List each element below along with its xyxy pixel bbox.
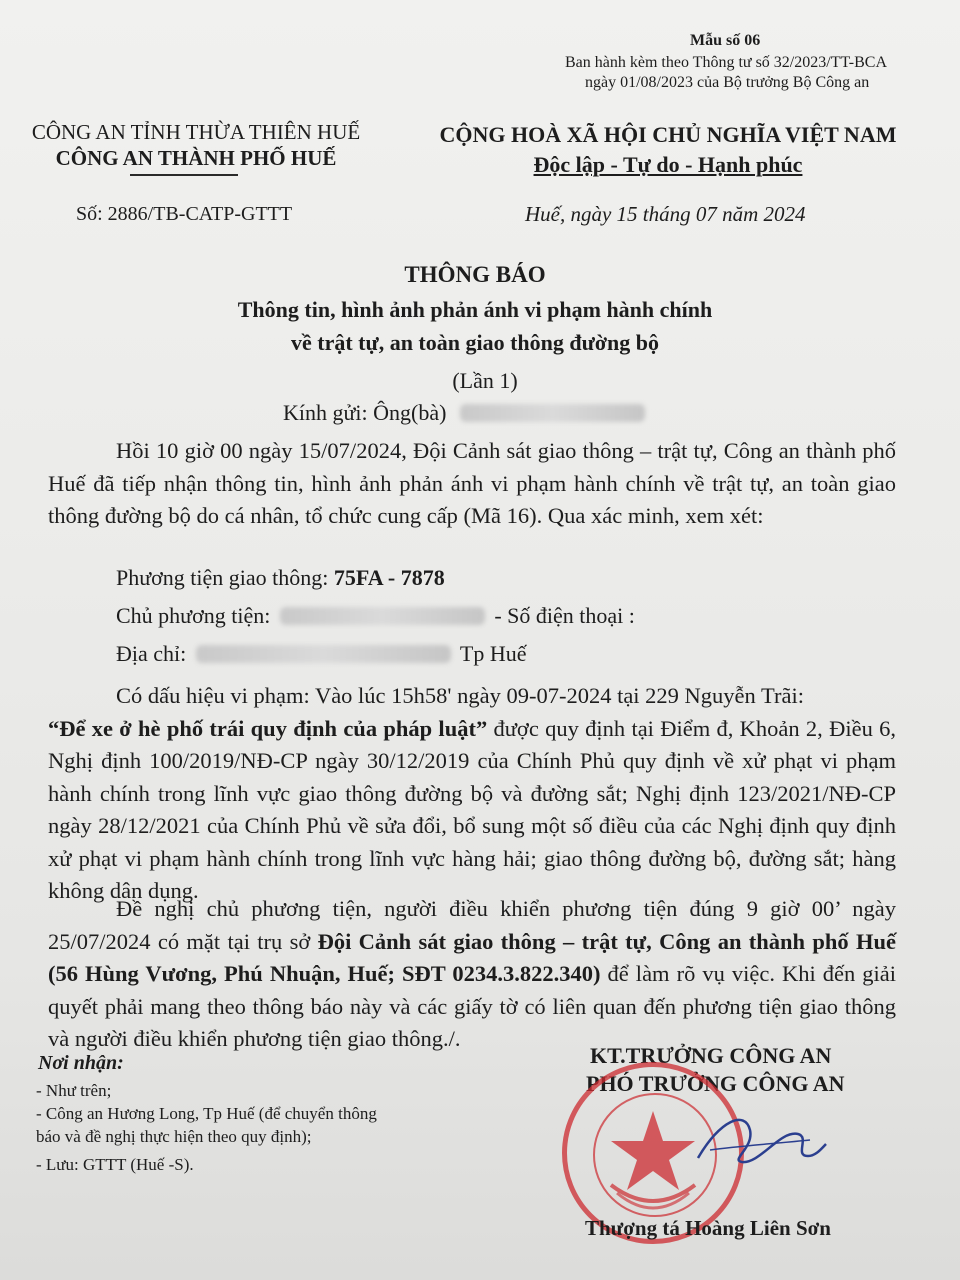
vehicle-label: Phương tiện giao thông: [116, 565, 329, 590]
handwritten-signature [690, 1100, 830, 1180]
recipient-item: - Như trên; [36, 1081, 112, 1100]
sign-role-1: KT.TRƯỞNG CÔNG AN [590, 1043, 832, 1068]
notice-count: (Lần 1) [452, 368, 518, 393]
paragraph-intake: Hồi 10 giờ 00 ngày 15/07/2024, Đội Cảnh sát giao thông – trật tự, Công an thành phố Huế đã tiếp nhận thông tin, hình ảnh phản ánh vi phạm hành chính về trật tự, an toàn giao thông đường bộ do cá nhân, tổ chức cung cấp (Mã 16). Qua xác minh, xem xét: [48, 438, 896, 528]
form-reference-line-1: Ban hành kèm theo Thông tư số 32/2023/TT-BCA [565, 54, 887, 71]
request-text-2: để làm rõ vụ việc. Khi đến giải quyết phải mang theo thông báo này và các giấy tờ có liên quan đến phương tiện giao thông và người điều khiển phương tiện giao thông./. [48, 961, 896, 1051]
address-redacted [196, 645, 451, 663]
sign-role-2: PHÓ TRƯỞNG CÔNG AN [586, 1071, 845, 1096]
recipient-name-redacted [460, 404, 645, 422]
phone-label: - Số điện thoại : [494, 603, 635, 628]
address-city: Tp Huế [459, 641, 527, 666]
owner-line [116, 603, 635, 629]
motto: Độc lập - Tự do - Hạnh phúc [533, 152, 803, 177]
address-label: Địa chỉ: [116, 641, 187, 666]
agency-parent: CÔNG AN TỈNH THỪA THIÊN HUẾ [31, 120, 361, 144]
violation-detail [48, 713, 896, 908]
paragraph-violation [48, 680, 896, 908]
form-number: Mẫu số 06 [690, 32, 761, 49]
request-office: Đội Cảnh sát giao thông – trật tự, Công an thành phố Huế (56 Hùng Vương, Phú Nhuận, Huế; SĐT 0234.3.822.340) [48, 928, 896, 986]
agency-name: CÔNG AN THÀNH PHỐ HUẾ [55, 146, 337, 170]
vehicle-line [116, 565, 445, 591]
owner-label: Chủ phương tiện: [116, 603, 271, 628]
document-subtitle-2: về trật tự, an toàn giao thông đường bộ [290, 330, 659, 355]
document-subtitle-1: Thông tin, hình ảnh phản ánh vi phạm hành chính [237, 297, 713, 322]
license-plate: 75FA - 7878 [333, 565, 445, 590]
recipient-line [283, 400, 645, 426]
owner-name-redacted [280, 607, 485, 625]
nation-name: CỘNG HOÀ XÃ HỘI CHỦ NGHĨA VIỆT NAM [439, 122, 897, 147]
recipient-item: - Lưu: GTTT (Huế -S). [36, 1155, 194, 1174]
recipient-item: báo và đề nghị thực hiện theo quy định); [36, 1127, 312, 1146]
place-date: Huế, ngày 15 tháng 07 năm 2024 [525, 202, 806, 226]
address-line [116, 641, 526, 667]
violation-type: “Để xe ở hè phố trái quy định của pháp luật” [48, 715, 488, 741]
document-title: THÔNG BÁO [404, 262, 546, 287]
form-reference-line-2: ngày 01/08/2023 của Bộ trưởng Bộ Công an [585, 74, 870, 91]
request-text-1: Đề nghị chủ phương tiện, người điều khiển phương tiện đúng 9 giờ 00’ ngày 25/07/2024 có mặt tại trụ sở [48, 896, 896, 954]
signer-name: Thượng tá Hoàng Liên Sơn [585, 1216, 831, 1240]
recipient-item: - Công an Hương Long, Tp Huế (để chuyển thông [36, 1104, 377, 1123]
document-number: Số: 2886/TB-CATP-GTTT [76, 203, 293, 225]
recipients-title: Nơi nhận: [38, 1052, 124, 1074]
paragraph-request [48, 893, 896, 1056]
recipient-label: Kính gửi: Ông(bà) [283, 400, 447, 425]
agency-underline [130, 174, 238, 176]
violation-legal-basis: được quy định tại Điểm đ, Khoản 2, Điều 6, Nghị định 100/2019/NĐ-CP ngày 30/12/2019 của Chính Phủ quy định về xử phạt vi phạm hành chính trong lĩnh vực giao thông đường bộ và đường sắt; Nghị định 123/2021/NĐ-CP ngày 28/12/2021 của Chính Phủ về sửa đổi, bổ sung một số điều của các Nghị định quy định xử phạt vi phạm hành chính trong lĩnh vực hàng hải; giao thông đường bộ, đường sắt; hàng không dân dụng. [48, 715, 896, 903]
violation-intro: Có dấu hiệu vi phạm: Vào lúc 15h58' ngày 09-07-2024 tại 229 Nguyễn Trãi: [116, 683, 804, 708]
